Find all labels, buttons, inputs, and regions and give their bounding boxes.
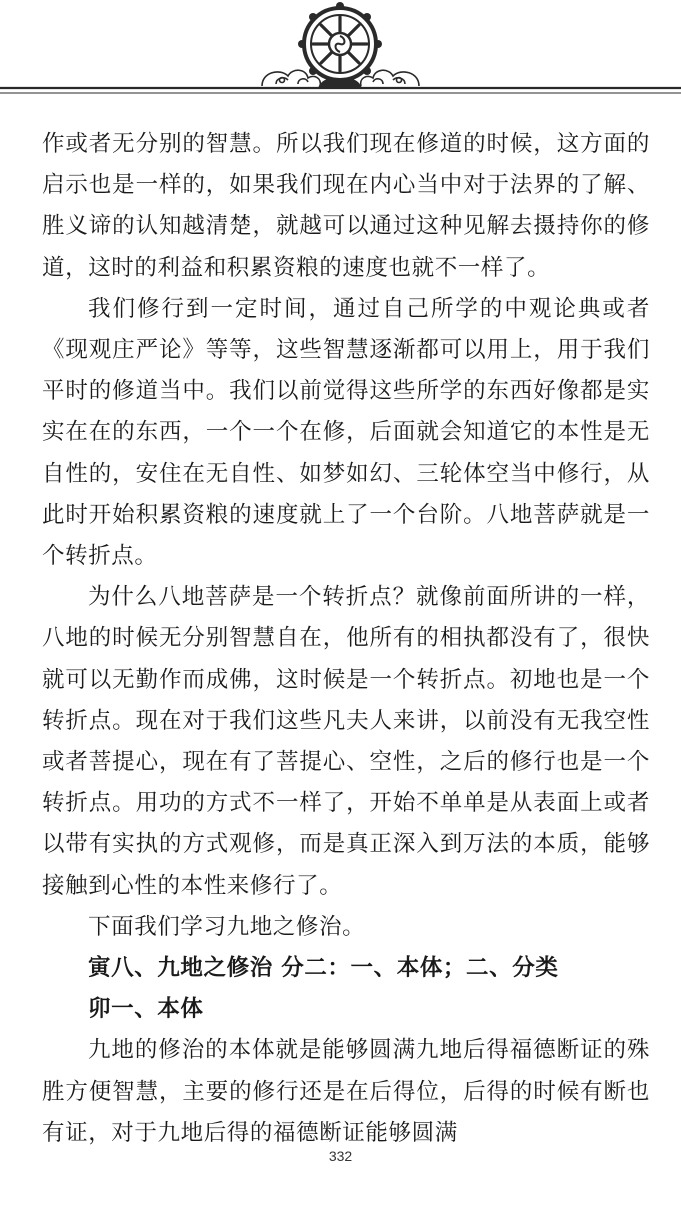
paragraph-5: 九地的修治的本体就是能够圆满九地后得福德断证的殊胜方便智慧，主要的修行还是在后得位，后得的时候有断也有证，对于九地后得的福德断证能够圆满 <box>42 1037 650 1146</box>
section-heading-1: 寅八、九地之修治 分二：一、本体；二、分类 <box>88 955 559 982</box>
paragraph-2: 我们修行到一定时间，通过自己所学的中观论典或者《现观庄严论》等等，这些智慧逐渐都可以用上，用于我们平时的修道当中。我们以前觉得这些所学的东西好像都是实实在在的东西，一个一个在修，后面就会知道它的本性是无自性的，安住在无自性、如梦如幻、三轮体空当中修行，从此时开始积累资粮的速度就上了一个台阶。八地菩萨就是一个转折点。 <box>42 295 650 570</box>
paragraph-1: 作或者无分别的智慧。所以我们现在修道的时候，这方面的启示也是一样的，如果我们现在内心当中对于法界的了解、胜义谛的认知越清楚，就越可以通过这种见解去摄持你的修道，这时的利益和积累资粮的速度也就不一样了。 <box>42 131 650 281</box>
page-header-ornament <box>0 0 681 110</box>
paragraph-4: 下面我们学习九地之修治。 <box>88 913 366 940</box>
dharma-wheel-icon <box>0 0 681 110</box>
section-heading-2: 卯一、本体 <box>88 996 204 1023</box>
paragraph-3: 为什么八地菩萨是一个转折点？就像前面所讲的一样，八地的时候无分别智慧自在，他所有的相执都没有了，很快就可以无勤作而成佛，这时候是一个转折点。初地也是一个转折点。现在对于我们这些凡夫人来讲，以前没有无我空性或者菩提心，现在有了菩提心、空性，之后的修行也是一个转折点。用功的方式不一样了，开始不单单是从表面上或者以带有实执的方式观修，而是真正深入到万法的本质，能够接触到心性的本性来修行了。 <box>42 584 650 899</box>
page-number: 332 <box>328 1148 353 1164</box>
page-body <box>42 124 650 1154</box>
